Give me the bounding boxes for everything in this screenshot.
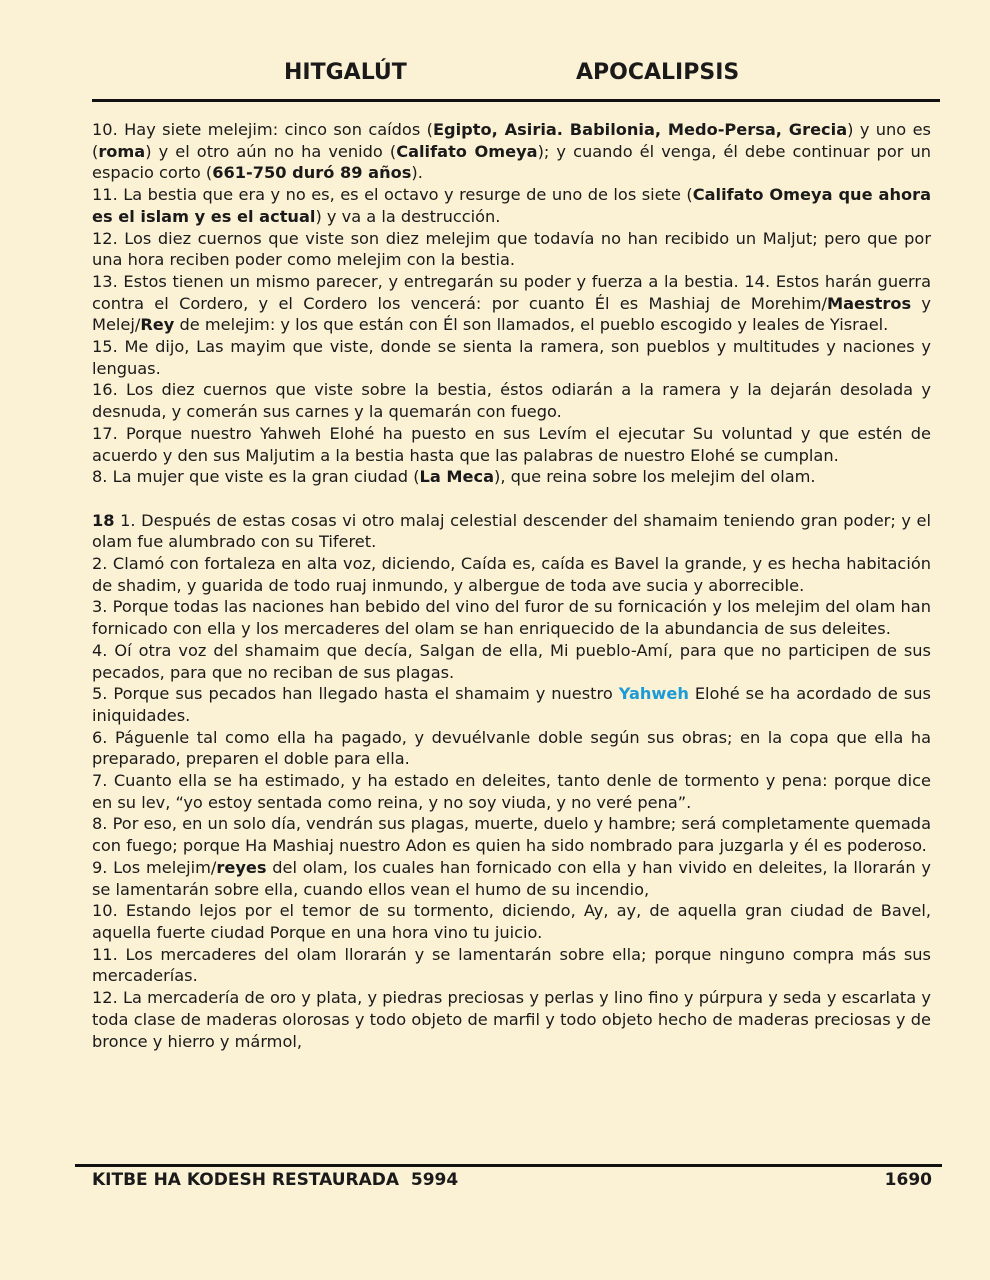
scripture-text: [92, 119, 931, 1052]
highlighted-name: Yahweh: [618, 684, 689, 704]
header-divider: [92, 99, 940, 102]
verse-text: 1. Después de estas cosas vi otro malaj celestial descender del shamaim teniendo gran poder; y el olam fue alumbrado con su Tiferet.: [92, 510, 931, 552]
verse-text: 5. Porque sus pecados han llegado hasta el shamaim y nuestro: [92, 684, 619, 704]
verse-paragraph: [92, 466, 931, 488]
verse-text: 11. La bestia que era y no es, es el octavo y resurge de uno de los siete (: [92, 185, 693, 205]
emphasis-text: reyes: [216, 857, 267, 877]
emphasis-text: roma: [98, 141, 146, 161]
paragraph-gap: [92, 488, 931, 510]
verse-text: ) y va a la destrucción.: [315, 206, 501, 226]
verse-text: 15. Me dijo, Las mayim que viste, donde se sienta la ramera, son pueblos y multitudes y naciones y lenguas.: [92, 337, 931, 378]
verse-paragraph: [92, 987, 931, 1052]
header-section-title: APOCALIPSIS: [576, 60, 740, 85]
verse-paragraph: [92, 727, 931, 770]
verse-text: y Melej/: [92, 293, 931, 335]
verse-text: 16. Los diez cuernos que viste sobre la bestia, éstos odiarán a la ramera y la dejarán desolada y desnuda, y comerán sus carnes y la quemarán con fuego.: [92, 380, 931, 422]
verse-text: 10. Hay siete melejim: cinco son caídos (: [92, 120, 433, 139]
verse-text: ) y el otro aún no ha venido (: [145, 141, 397, 161]
verse-paragraph: [92, 423, 931, 466]
verse-paragraph: [92, 683, 931, 726]
verse-text: ) y uno es (: [92, 120, 931, 161]
verse-paragraph: [92, 271, 931, 336]
emphasis-text: Califato Omeya: [396, 141, 538, 161]
verse-text: ).: [411, 163, 423, 183]
verse-text: 11. Los mercaderes del olam llorarán y se lamentarán sobre ella; porque ninguno compra más sus mercaderías.: [92, 944, 931, 986]
verse-paragraph: [92, 944, 931, 987]
verse-text: 3. Porque todas las naciones han bebido del vino del furor de su fornicación y los melejim del olam han fornicado con ella y los mercaderes del olam se han enriquecido de la abundancia de sus deleites.: [92, 597, 931, 639]
page-number: 1690: [884, 1170, 932, 1190]
verse-text: 12. Los diez cuernos que viste son diez melejim que todavía no han recibido un Maljut; pero que por una hora reciben poder como melejim con la bestia.: [92, 228, 931, 270]
verse-paragraph: [92, 640, 931, 683]
footer-edition: KITBE HA KODESH RESTAURADA 5994: [92, 1170, 459, 1190]
verse-text: 2. Clamó con fortaleza en alta voz, diciendo, Caída es, caída es Bavel la grande, y es hecha habitación de shadim, y guarida de todo ruaj inmundo, y albergue de toda ave sucia y aborrecible.: [92, 554, 931, 595]
emphasis-text: Maestros: [826, 293, 912, 313]
verse-text: 4. Oí otra voz del shamaim que decía, Salgan de ella, Mi pueblo-Amí, para que no participen de sus pecados, para que no reciban de sus plagas.: [92, 640, 931, 682]
verse-paragraph: [92, 596, 931, 639]
emphasis-text: La Meca: [419, 467, 494, 487]
verse-paragraph: [92, 770, 931, 813]
emphasis-text: Califato Omeya que ahora es el islam y es el actual: [92, 185, 931, 226]
verse-text: 17. Porque nuestro Yahweh Elohé ha puesto en sus Levím el ejecutar Su voluntad y que estén de acuerdo y den sus Maljutim a la bestia hasta que las palabras de nuestro Elohé se cumplan.: [92, 423, 931, 465]
verse-paragraph: [92, 184, 931, 227]
emphasis-text: 661-750 duró 89 años: [212, 163, 412, 183]
verse-paragraph: [92, 379, 931, 422]
page-header: [92, 60, 940, 90]
verse-paragraph: [92, 813, 931, 856]
verse-text: del olam, los cuales han fornicado con ella y han vivido en deleites, la llorarán y se lamentarán sobre ella, cuando ellos vean el humo de su incendio,: [92, 857, 931, 899]
verse-paragraph: [92, 336, 931, 379]
verse-paragraph: [92, 553, 931, 596]
verse-paragraph: [92, 900, 931, 943]
verse-text: 13. Estos tienen un mismo parecer, y entregarán su poder y fuerza a la bestia. 14. Estos harán guerra contra el Cordero, y el Cordero los vencerá: por cuanto Él es Mashiaj de Morehim/: [92, 271, 931, 313]
verse-text: 8. Por eso, en un solo día, vendrán sus plagas, muerte, duelo y hambre; será completamente quemada con fuego; porque Ha Mashiaj nuestro Adon es quien ha sido nombrado para juzgarla y él es poderoso.: [92, 814, 931, 856]
verse-text: 10. Estando lejos por el temor de su tormento, diciendo, Ay, ay, de aquella gran ciudad de Bavel, aquella fuerte ciudad Porque en una hora vino tu juicio.: [92, 901, 931, 942]
verse-text: ), que reina sobre los melejim del olam.: [494, 467, 816, 487]
verse-paragraph: [92, 228, 931, 271]
verse-text: 9. Los melejim/: [92, 857, 217, 877]
verse-paragraph: [92, 119, 931, 184]
verse-text: Elohé se ha acordado de sus iniquidades.: [92, 684, 931, 725]
emphasis-text: Egipto, Asiria. Babilonia, Medo-Persa, Grecia: [432, 120, 848, 139]
footer-divider: [75, 1164, 942, 1167]
verse-text: 12. La mercadería de oro y plata, y piedras preciosas y perlas y lino fino y púrpura y seda y escarlata y toda clase de maderas olorosas y todo objeto de marfil y todo objeto hecho de maderas preciosas y de bronce y hierro y mármol,: [92, 988, 931, 1051]
verse-text: de melejim: y los que están con Él son llamados, el pueblo escogido y leales de Yisrael.: [174, 315, 889, 335]
verse-paragraph: [92, 857, 931, 900]
verse-text: 7. Cuanto ella se ha estimado, y ha estado en deleites, tanto denle de tormento y pena: porque dice en su lev, “yo estoy sentada como reina, y no soy viuda, y no veré pena”.: [92, 771, 931, 812]
verse-paragraph: [92, 510, 931, 553]
verse-text: 8. La mujer que viste es la gran ciudad (: [92, 467, 420, 487]
emphasis-text: 18: [92, 510, 115, 530]
verse-text: ); y cuando él venga, él debe continuar por un espacio corto (: [92, 141, 931, 183]
header-book-title: HITGALÚT: [284, 60, 407, 85]
verse-text: 6. Páguenle tal como ella ha pagado, y devuélvanle doble según sus obras; en la copa que ella ha preparado, preparen el doble para ella.: [92, 727, 931, 769]
emphasis-text: Rey: [140, 315, 175, 335]
page-footer: [92, 1170, 932, 1190]
